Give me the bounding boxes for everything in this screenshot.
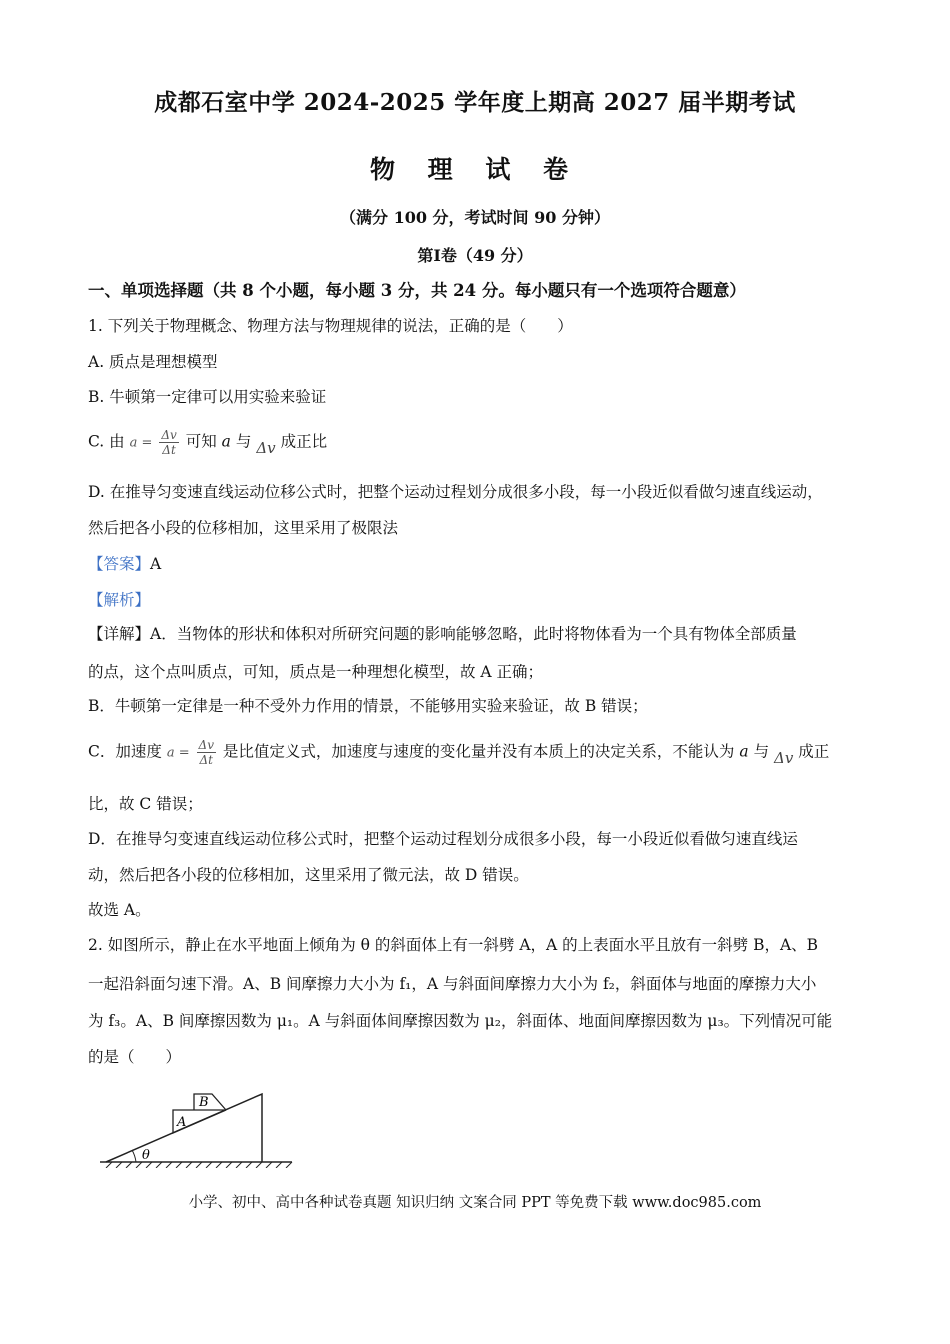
detail-line-6: D．在推导匀变速直线运动位移公式时，把整个运动过程划分成很多小段，每一小段近似看做匀速直线运 xyxy=(88,830,798,848)
detail-line-5: 比，故 C 错误； xyxy=(88,795,203,813)
answer-value: A xyxy=(150,555,162,573)
fraction-numerator: Δv xyxy=(161,428,177,442)
fraction-numerator-2: Δv xyxy=(198,738,214,752)
q1-option-c-with: 与 xyxy=(235,432,252,451)
part-heading: 第Ⅰ卷（49 分） xyxy=(417,246,533,265)
q2-line4: 的是（ ） xyxy=(88,1048,182,1066)
detail-4-with: 与 xyxy=(753,742,770,761)
detail-4-prefix: C．加速度 xyxy=(88,742,162,761)
exam-info: （满分 100 分，考试时间 90 分钟） xyxy=(340,208,610,227)
page-footer: 小学、初中、高中各种试卷真题 知识归纳 文案合同 PPT 等免费下载 www.doc985.com xyxy=(188,1195,762,1211)
formula-lhs-2: a = xyxy=(166,745,190,761)
detail-4-suffix: 成正 xyxy=(798,742,830,761)
variable-a: a xyxy=(221,432,231,451)
q1-option-c-prefix: C. 由 xyxy=(88,432,125,451)
subject-title: 物 理 试 卷 xyxy=(369,155,581,184)
analysis-tag: 【解析】 xyxy=(88,591,151,609)
q2-line1: 2. 如图所示，静止在水平地面上倾角为 θ 的斜面体上有一斜劈 A，A 的上表面水平且放有一斜劈 B，A、B xyxy=(88,936,819,954)
delta-v-2: Δv xyxy=(774,748,794,767)
label-b: B xyxy=(199,1095,209,1110)
q1-option-d-line1: D. 在推导匀变速直线运动位移公式时，把整个运动过程划分成很多小段，每一小段近似看做匀速直线运动， xyxy=(88,483,823,501)
answer-line xyxy=(88,553,878,575)
formula-lhs: a = xyxy=(129,435,153,451)
q1-option-c-suffix: 成正比 xyxy=(280,432,328,451)
q2-line2: 一起沿斜面匀速下滑。A、B 间摩擦力大小为 f₁，A 与斜面间摩擦力大小为 f₂，斜面体与地面的摩擦力大小 xyxy=(88,975,817,993)
detail-line-2: 的点，这个点叫质点，可知，质点是一种理想化模型，故 A 正确； xyxy=(88,663,544,681)
q1-option-d-line2: 然后把各小段的位移相加，这里采用了极限法 xyxy=(88,519,399,537)
q1-option-a: A. 质点是理想模型 xyxy=(88,353,218,371)
detail-line-4 xyxy=(88,738,878,767)
variable-a-2: a xyxy=(739,742,749,761)
section-heading: 一、单项选择题（共 8 个小题，每小题 3 分，共 24 分。每小题只有一个选项符合题意） xyxy=(88,281,746,300)
detail-4-mid: 是比值定义式，加速度与速度的变化量并没有本质上的决定关系，不能认为 xyxy=(222,742,735,761)
delta-v: Δv xyxy=(256,438,276,457)
incline-diagram xyxy=(98,1088,294,1168)
conclusion-line: 故选 A。 xyxy=(88,901,151,919)
answer-tag: 【答案】 xyxy=(88,555,151,573)
q1-option-c xyxy=(88,428,878,457)
fraction-denominator: Δt xyxy=(162,443,176,457)
detail-line-3: B．牛顿第一定律是一种不受外力作用的情景，不能够用实验来验证，故 B 错误； xyxy=(88,697,648,715)
q1-stem: 1. 下列关于物理概念、物理方法与物理规律的说法，正确的是（ ） xyxy=(88,317,573,335)
theta-arc xyxy=(132,1150,136,1162)
detail-line-7: 动，然后把各小段的位移相加，这里采用了微元法，故 D 错误。 xyxy=(88,866,529,884)
fraction-dv-dt xyxy=(159,428,178,457)
fraction-dv-dt-2 xyxy=(197,738,216,767)
detail-line-1: 【详解】A．当物体的形状和体积对所研究问题的影响能够忽略，此时将物体看为一个具有物体全部质量 xyxy=(88,625,797,643)
q1-option-c-mid: 可知 xyxy=(185,432,217,451)
fraction-denominator-2: Δt xyxy=(199,753,213,767)
label-a: A xyxy=(177,1115,187,1130)
exam-title: 成都石室中学 2024-2025 学年度上期高 2027 届半期考试 xyxy=(154,89,796,116)
q1-option-b: B. 牛顿第一定律可以用实验来验证 xyxy=(88,388,327,406)
q2-line3: 为 f₃。A、B 间摩擦因数为 μ₁。A 与斜面体间摩擦因数为 μ₂，斜面体、地面间摩擦因数为 μ₃。下列情况可能 xyxy=(88,1012,833,1030)
label-theta: θ xyxy=(142,1148,150,1163)
